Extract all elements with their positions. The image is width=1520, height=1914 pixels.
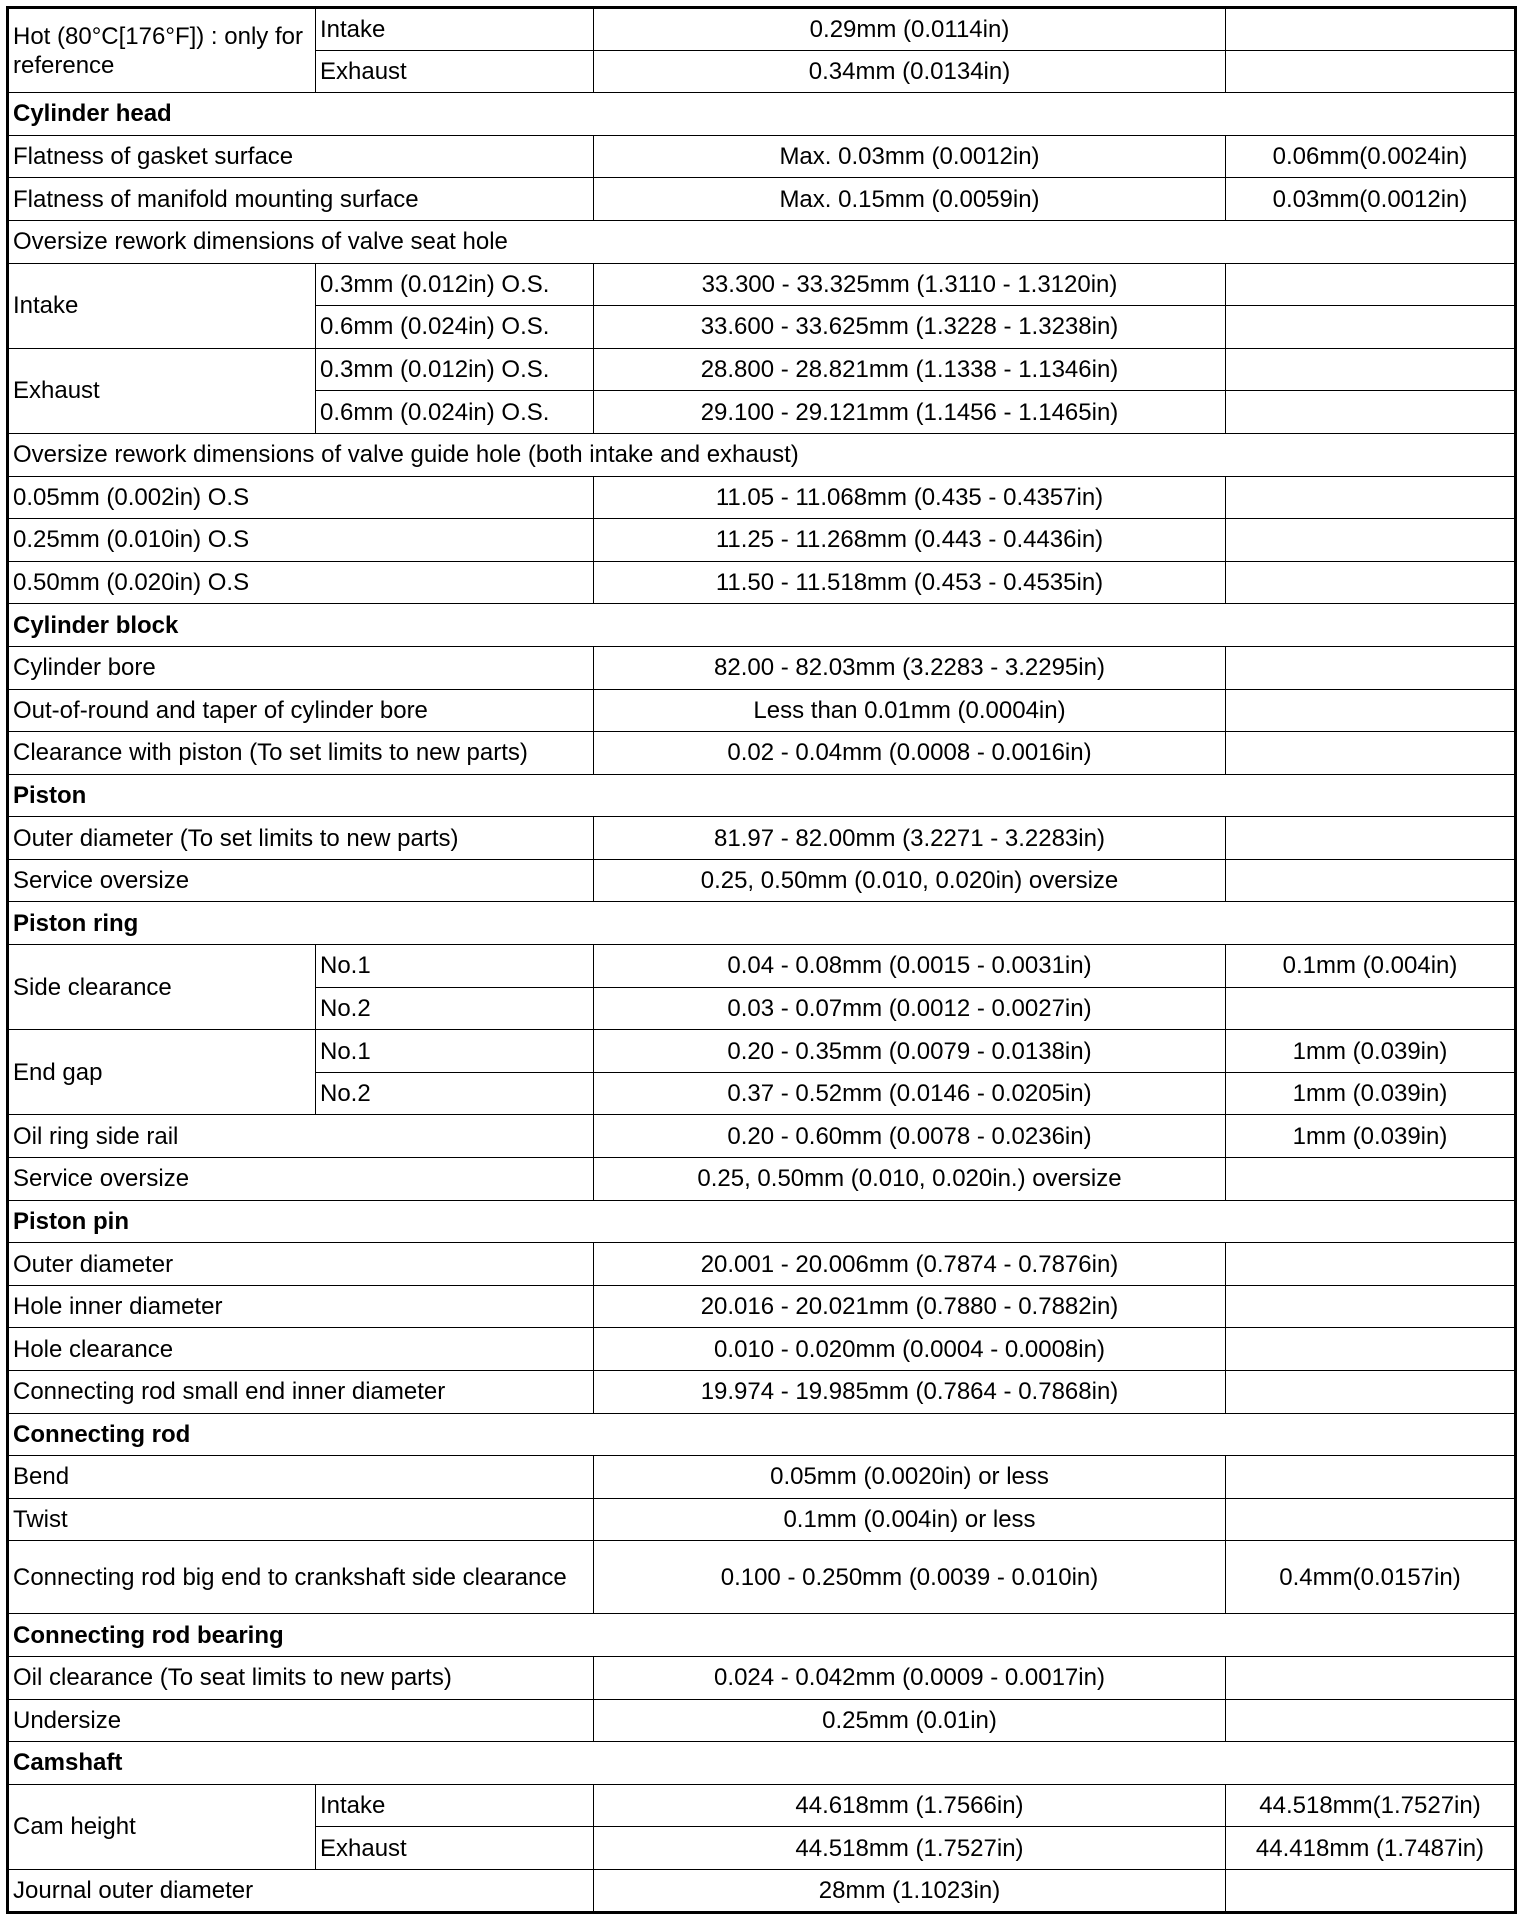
spec-row [8, 8, 1516, 51]
sub-label: No.2 [316, 987, 594, 1030]
standard-value: 28mm (1.1023in) [594, 1869, 1226, 1912]
section-title: Piston pin [8, 1200, 1516, 1243]
item-label: 0.50mm (0.020in) O.S [8, 561, 594, 604]
limit-value [1226, 561, 1516, 604]
spec-row [8, 519, 1516, 562]
limit-value [1226, 1699, 1516, 1742]
item-label: 0.25mm (0.010in) O.S [8, 519, 594, 562]
limit-value [1226, 1371, 1516, 1414]
spec-row [8, 135, 1516, 178]
limit-value [1226, 987, 1516, 1030]
limit-value [1226, 348, 1516, 391]
spec-row [8, 1243, 1516, 1286]
standard-value: 0.20 - 0.60mm (0.0078 - 0.0236in) [594, 1115, 1226, 1158]
spec-row [8, 1656, 1516, 1699]
item-label: Twist [8, 1498, 594, 1541]
limit-value [1226, 8, 1516, 51]
item-label: Hole inner diameter [8, 1285, 594, 1328]
item-label: Bend [8, 1456, 594, 1499]
limit-value [1226, 263, 1516, 306]
sub-label: 0.6mm (0.024in) O.S. [316, 391, 594, 434]
sub-label: Intake [316, 8, 594, 51]
spec-row [8, 732, 1516, 775]
item-label: Outer diameter [8, 1243, 594, 1286]
standard-value: 82.00 - 82.03mm (3.2283 - 3.2295in) [594, 646, 1226, 689]
section-header-row [8, 1413, 1516, 1456]
spec-row [8, 1699, 1516, 1742]
item-label: Clearance with piston (To set limits to new parts) [8, 732, 594, 775]
subheading-row [8, 220, 1516, 263]
standard-value: 0.100 - 0.250mm (0.0039 - 0.010in) [594, 1541, 1226, 1614]
standard-value: 0.024 - 0.042mm (0.0009 - 0.0017in) [594, 1656, 1226, 1699]
standard-value: 11.25 - 11.268mm (0.443 - 0.4436in) [594, 519, 1226, 562]
specification-table-body [8, 8, 1516, 1913]
spec-row [8, 1784, 1516, 1827]
spec-row [8, 646, 1516, 689]
limit-value: 1mm (0.039in) [1226, 1115, 1516, 1158]
standard-value: Less than 0.01mm (0.0004in) [594, 689, 1226, 732]
limit-value [1226, 1498, 1516, 1541]
group-label: Intake [8, 263, 316, 348]
item-label: Service oversize [8, 1158, 594, 1201]
sub-label: Exhaust [316, 1827, 594, 1870]
item-label: Undersize [8, 1699, 594, 1742]
limit-value [1226, 519, 1516, 562]
limit-value [1226, 817, 1516, 860]
group-label: Cam height [8, 1784, 316, 1869]
spec-row [8, 348, 1516, 391]
item-label: Oil clearance (To seat limits to new parts) [8, 1656, 594, 1699]
spec-row [8, 1158, 1516, 1201]
spec-row [8, 1869, 1516, 1912]
section-header-row [8, 1742, 1516, 1785]
spec-row [8, 1371, 1516, 1414]
sub-label: No.1 [316, 1030, 594, 1073]
limit-value [1226, 1328, 1516, 1371]
spec-row [8, 817, 1516, 860]
section-header-row [8, 1200, 1516, 1243]
item-label: Cylinder bore [8, 646, 594, 689]
limit-value [1226, 859, 1516, 902]
sub-label: 0.6mm (0.024in) O.S. [316, 306, 594, 349]
limit-value [1226, 306, 1516, 349]
limit-value [1226, 1243, 1516, 1286]
standard-value: 0.34mm (0.0134in) [594, 50, 1226, 93]
item-label: 0.05mm (0.002in) O.S [8, 476, 594, 519]
section-header-row [8, 1614, 1516, 1657]
sub-label: 0.3mm (0.012in) O.S. [316, 263, 594, 306]
standard-value: 0.25, 0.50mm (0.010, 0.020in) oversize [594, 859, 1226, 902]
item-label: Service oversize [8, 859, 594, 902]
limit-value [1226, 689, 1516, 732]
standard-value: 0.25mm (0.01in) [594, 1699, 1226, 1742]
standard-value: 44.618mm (1.7566in) [594, 1784, 1226, 1827]
spec-row [8, 263, 1516, 306]
standard-value: 0.02 - 0.04mm (0.0008 - 0.0016in) [594, 732, 1226, 775]
spec-row [8, 1115, 1516, 1158]
standard-value: 28.800 - 28.821mm (1.1338 - 1.1346in) [594, 348, 1226, 391]
section-title: Cylinder block [8, 604, 1516, 647]
standard-value: 0.03 - 0.07mm (0.0012 - 0.0027in) [594, 987, 1226, 1030]
standard-value: 0.05mm (0.0020in) or less [594, 1456, 1226, 1499]
subheading-label: Oversize rework dimensions of valve seat hole [8, 220, 1516, 263]
limit-value: 1mm (0.039in) [1226, 1030, 1516, 1073]
standard-value: 0.04 - 0.08mm (0.0015 - 0.0031in) [594, 945, 1226, 988]
item-label: Hole clearance [8, 1328, 594, 1371]
item-label: Oil ring side rail [8, 1115, 594, 1158]
limit-value [1226, 391, 1516, 434]
standard-value: 0.37 - 0.52mm (0.0146 - 0.0205in) [594, 1072, 1226, 1115]
sub-label: Exhaust [316, 50, 594, 93]
standard-value: 20.016 - 20.021mm (0.7880 - 0.7882in) [594, 1285, 1226, 1328]
spec-row [8, 1498, 1516, 1541]
limit-value [1226, 646, 1516, 689]
standard-value: 20.001 - 20.006mm (0.7874 - 0.7876in) [594, 1243, 1226, 1286]
limit-value [1226, 1456, 1516, 1499]
item-label: Flatness of manifold mounting surface [8, 178, 594, 221]
item-label: Connecting rod small end inner diameter [8, 1371, 594, 1414]
spec-row [8, 1541, 1516, 1614]
group-label: Side clearance [8, 945, 316, 1030]
section-title: Piston ring [8, 902, 1516, 945]
section-title: Connecting rod [8, 1413, 1516, 1456]
sub-label: No.1 [316, 945, 594, 988]
spec-row [8, 1030, 1516, 1073]
limit-value [1226, 1656, 1516, 1699]
subheading-label: Oversize rework dimensions of valve guide hole (both intake and exhaust) [8, 433, 1516, 476]
limit-value: 1mm (0.039in) [1226, 1072, 1516, 1115]
standard-value: 0.1mm (0.004in) or less [594, 1498, 1226, 1541]
standard-value: 0.010 - 0.020mm (0.0004 - 0.0008in) [594, 1328, 1226, 1371]
section-header-row [8, 774, 1516, 817]
limit-value: 0.06mm(0.0024in) [1226, 135, 1516, 178]
item-label: Out-of-round and taper of cylinder bore [8, 689, 594, 732]
standard-value: 11.05 - 11.068mm (0.435 - 0.4357in) [594, 476, 1226, 519]
standard-value: Max. 0.03mm (0.0012in) [594, 135, 1226, 178]
spec-row [8, 689, 1516, 732]
limit-value [1226, 476, 1516, 519]
section-title: Piston [8, 774, 1516, 817]
standard-value: 0.29mm (0.0114in) [594, 8, 1226, 51]
spec-row [8, 1328, 1516, 1371]
limit-value: 0.03mm(0.0012in) [1226, 178, 1516, 221]
limit-value: 44.518mm(1.7527in) [1226, 1784, 1516, 1827]
sub-label: No.2 [316, 1072, 594, 1115]
item-label: Flatness of gasket surface [8, 135, 594, 178]
section-title: Camshaft [8, 1742, 1516, 1785]
standard-value: 33.300 - 33.325mm (1.3110 - 1.3120in) [594, 263, 1226, 306]
sub-label: Intake [316, 1784, 594, 1827]
standard-value: 11.50 - 11.518mm (0.453 - 0.4535in) [594, 561, 1226, 604]
limit-value [1226, 1158, 1516, 1201]
spec-row [8, 1285, 1516, 1328]
standard-value: 29.100 - 29.121mm (1.1456 - 1.1465in) [594, 391, 1226, 434]
section-title: Connecting rod bearing [8, 1614, 1516, 1657]
limit-value [1226, 1285, 1516, 1328]
group-label: Exhaust [8, 348, 316, 433]
standard-value: 19.974 - 19.985mm (0.7864 - 0.7868in) [594, 1371, 1226, 1414]
standard-value: 81.97 - 82.00mm (3.2271 - 3.2283in) [594, 817, 1226, 860]
subheading-row [8, 433, 1516, 476]
spec-row [8, 1456, 1516, 1499]
spec-row [8, 561, 1516, 604]
limit-value [1226, 50, 1516, 93]
standard-value: Max. 0.15mm (0.0059in) [594, 178, 1226, 221]
standard-value: 0.25, 0.50mm (0.010, 0.020in.) oversize [594, 1158, 1226, 1201]
spec-row [8, 859, 1516, 902]
limit-value: 44.418mm (1.7487in) [1226, 1827, 1516, 1870]
limit-value: 0.4mm(0.0157in) [1226, 1541, 1516, 1614]
standard-value: 44.518mm (1.7527in) [594, 1827, 1226, 1870]
item-label: Connecting rod big end to crankshaft side clearance [8, 1541, 594, 1614]
spec-row [8, 178, 1516, 221]
limit-value [1226, 1869, 1516, 1912]
spec-row [8, 476, 1516, 519]
limit-value [1226, 732, 1516, 775]
spec-row [8, 945, 1516, 988]
section-header-row [8, 93, 1516, 136]
standard-value: 33.600 - 33.625mm (1.3228 - 1.3238in) [594, 306, 1226, 349]
group-label: End gap [8, 1030, 316, 1115]
item-label: Journal outer diameter [8, 1869, 594, 1912]
section-header-row [8, 604, 1516, 647]
group-label: Hot (80°C[176°F]) : only for reference [8, 8, 316, 93]
sub-label: 0.3mm (0.012in) O.S. [316, 348, 594, 391]
specification-table [6, 6, 1517, 1914]
limit-value: 0.1mm (0.004in) [1226, 945, 1516, 988]
section-title: Cylinder head [8, 93, 1516, 136]
section-header-row [8, 902, 1516, 945]
standard-value: 0.20 - 0.35mm (0.0079 - 0.0138in) [594, 1030, 1226, 1073]
item-label: Outer diameter (To set limits to new parts) [8, 817, 594, 860]
